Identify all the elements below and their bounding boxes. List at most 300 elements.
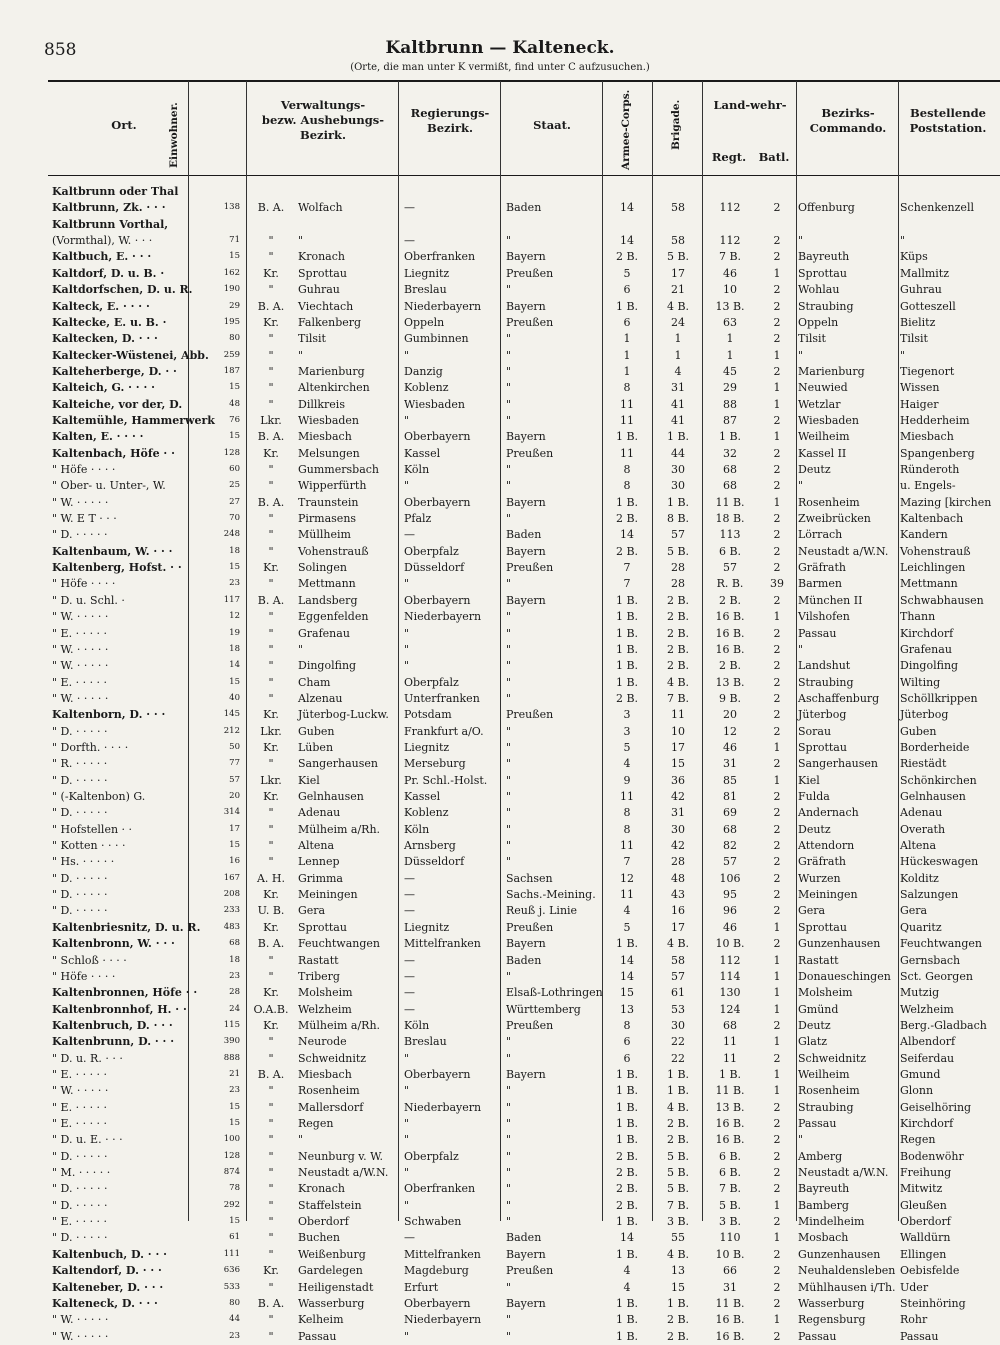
- district-command: Wetzlar: [798, 397, 841, 411]
- landwehr-regiment: 68: [723, 822, 737, 836]
- post-station: Jüterbog: [900, 708, 949, 722]
- state: ": [506, 642, 512, 656]
- table-row: [48, 216, 1000, 233]
- table-row: [48, 248, 1000, 265]
- brigade: 1 B.: [666, 1296, 690, 1310]
- state: ": [506, 348, 512, 362]
- government-district: Schwaben: [404, 1215, 462, 1229]
- state: ": [506, 234, 512, 248]
- brigade: 31: [671, 381, 685, 395]
- government-district: Breslau: [404, 1035, 447, 1049]
- administrative-district: Viechtach: [298, 299, 354, 313]
- administrative-district: Kronach: [298, 1182, 345, 1196]
- table-row: [48, 1066, 1000, 1083]
- table-row: [48, 265, 1000, 282]
- inhabitants: 24: [229, 1003, 240, 1014]
- place-name: Kalteck, E. · · · ·: [52, 299, 150, 313]
- inhabitants: 390: [223, 1036, 240, 1047]
- table-row: [48, 347, 1000, 364]
- state: Baden: [506, 953, 542, 967]
- district-command: Mühlhausen i/Th.: [798, 1280, 896, 1294]
- inhabitants: 15: [229, 251, 240, 262]
- government-district: —: [404, 871, 415, 885]
- district-command: Gera: [798, 904, 826, 918]
- inhabitants: 15: [229, 431, 240, 442]
- landwehr-regiment: 11: [723, 1051, 737, 1065]
- district-command: Vilshofen: [798, 610, 850, 624]
- administrative-district: Altenkirchen: [298, 381, 370, 395]
- government-district: ": [404, 1133, 410, 1147]
- place-name: " Höfe · · · ·: [52, 577, 116, 591]
- district-command: Straubing: [798, 1100, 854, 1114]
- post-station: Oberdorf: [900, 1215, 951, 1229]
- table-row: [48, 428, 1000, 445]
- post-station: Schenkenzell: [900, 201, 974, 215]
- table-row: [48, 837, 1000, 854]
- army-corps: 1 B.: [615, 1100, 639, 1114]
- brigade: 30: [671, 479, 685, 493]
- place-name: " D. · · · · ·: [52, 1231, 108, 1245]
- state: ": [506, 691, 512, 705]
- landwehr-regiment: 1: [726, 332, 734, 346]
- landwehr-regiment: 45: [723, 364, 737, 378]
- brigade: 24: [671, 315, 685, 329]
- state: Preußen: [506, 561, 554, 574]
- army-corps: 8: [623, 806, 631, 820]
- state: Preußen: [506, 446, 554, 460]
- government-district: ": [404, 1329, 410, 1343]
- district-command: Fulda: [798, 790, 830, 803]
- post-station: Quaritz: [900, 920, 942, 934]
- army-corps: 2 B.: [615, 544, 639, 558]
- government-district: Oberfranken: [404, 1182, 476, 1196]
- district-command: Wasserburg: [798, 1296, 865, 1310]
- table-row: [48, 1229, 1000, 1246]
- administrative-district: Oberdorf: [298, 1215, 349, 1229]
- landwehr-battalion: 2: [773, 904, 781, 918]
- government-district: Oberbayern: [404, 495, 471, 509]
- post-station: Seiferdau: [900, 1051, 955, 1065]
- header-regt: Regt.: [711, 150, 747, 164]
- place-name: Kalten, E. · · · ·: [52, 430, 144, 444]
- inhabitants: 18: [229, 954, 240, 965]
- district-type: Kr.: [263, 561, 279, 574]
- post-station: Dingolfing: [900, 659, 959, 673]
- state: ": [506, 773, 512, 787]
- header-verwaltung-line: bezw. Aushebungs-: [261, 113, 385, 127]
- district-command: Neuwied: [798, 381, 848, 395]
- administrative-district: Mallersdorf: [298, 1100, 364, 1114]
- district-command: Oppeln: [798, 315, 839, 329]
- inhabitants: 78: [229, 1183, 240, 1194]
- landwehr-battalion: 2: [773, 446, 781, 460]
- army-corps: 11: [620, 790, 634, 803]
- place-name: Kaltenborn, D. · · ·: [52, 708, 166, 722]
- government-district: Niederbayern: [404, 1313, 482, 1327]
- table-row: [48, 788, 1000, 805]
- place-name: Kaltenbuch, D. · · ·: [52, 1247, 167, 1261]
- place-name: " Dorfth. · · · ·: [52, 740, 129, 754]
- landwehr-battalion: 2: [773, 1182, 781, 1196]
- administrative-district: Weißenburg: [298, 1247, 366, 1261]
- district-type: ": [268, 1182, 274, 1196]
- landwehr-regiment: 16 B.: [715, 626, 745, 640]
- table-row: [48, 543, 1000, 560]
- government-district: Mittelfranken: [404, 1247, 481, 1261]
- state: ": [506, 822, 512, 836]
- table-row: [48, 1017, 1000, 1034]
- government-district: —: [404, 953, 415, 967]
- district-command: ": [798, 479, 804, 493]
- landwehr-regiment: 1 B.: [718, 430, 742, 444]
- district-command: Regensburg: [798, 1313, 866, 1327]
- table-row: [48, 592, 1000, 609]
- district-command: München II: [798, 593, 863, 607]
- state: ": [506, 626, 512, 640]
- district-type: ": [268, 1100, 274, 1114]
- district-command: Schweidnitz: [798, 1051, 867, 1065]
- district-command: Landshut: [798, 659, 851, 673]
- administrative-district: Gummersbach: [298, 463, 379, 476]
- post-station: Sct. Georgen: [900, 969, 973, 983]
- landwehr-regiment: 13 B.: [715, 299, 745, 313]
- government-district: Liegnitz: [404, 920, 450, 934]
- brigade: 21: [671, 283, 685, 297]
- government-district: Köln: [404, 822, 430, 836]
- running-note: (Orte, die man unter K vermißt, find unter C aufzusuchen.): [350, 62, 650, 73]
- table-row: [48, 379, 1000, 396]
- inhabitants: 167: [223, 872, 240, 883]
- state: ": [506, 1215, 512, 1229]
- state: Preußen: [506, 1264, 554, 1278]
- landwehr-battalion: 2: [773, 1117, 781, 1130]
- government-district: ": [404, 1198, 410, 1212]
- state: Bayern: [506, 593, 546, 607]
- administrative-district: Wolfach: [298, 201, 343, 215]
- post-station: Wissen: [900, 381, 940, 395]
- administrative-district: Eggenfelden: [298, 610, 369, 624]
- place-name: " Ober- u. Unter-, W.: [52, 479, 166, 493]
- landwehr-regiment: 10: [723, 283, 737, 297]
- brigade: 10: [671, 724, 685, 738]
- state: ": [506, 413, 512, 427]
- district-type: U. B.: [257, 904, 285, 918]
- district-type: ": [268, 479, 274, 493]
- landwehr-battalion: 2: [773, 561, 781, 574]
- brigade: 28: [671, 855, 685, 869]
- district-command: Mosbach: [798, 1231, 849, 1245]
- top-rule: [48, 80, 1000, 82]
- district-command: Amberg: [798, 1149, 843, 1163]
- army-corps: 4: [623, 1264, 631, 1278]
- state: ": [506, 364, 512, 378]
- administrative-district: Passau: [298, 1329, 337, 1343]
- inhabitants: 117: [223, 594, 240, 605]
- post-station: Gelnhausen: [900, 790, 966, 803]
- government-district: Oppeln: [404, 315, 445, 329]
- landwehr-regiment: 10 B.: [715, 1247, 745, 1261]
- post-station: Albendorf: [900, 1035, 956, 1049]
- table-row: [48, 1328, 1000, 1345]
- government-district: Liegnitz: [404, 266, 450, 280]
- state: ": [506, 381, 512, 395]
- inhabitants: 71: [229, 235, 240, 246]
- brigade: 15: [671, 757, 685, 771]
- place-name: " D. · · · · ·: [52, 528, 108, 542]
- inhabitants: 70: [229, 513, 240, 523]
- government-district: Pr. Schl.-Holst.: [404, 773, 488, 787]
- army-corps: 4: [623, 757, 631, 771]
- state: Bayern: [506, 250, 546, 264]
- place-name: Kaltbrunn oder Thal: [52, 185, 179, 198]
- landwehr-regiment: 16 B.: [715, 1313, 745, 1327]
- army-corps: 1 B.: [615, 1133, 639, 1147]
- army-corps: 3: [623, 708, 631, 722]
- inhabitants: 25: [229, 480, 240, 491]
- district-type: ": [268, 839, 274, 852]
- brigade: 3 B.: [666, 1215, 690, 1229]
- district-type: ": [268, 512, 274, 525]
- inhabitants: 23: [229, 1085, 240, 1096]
- landwehr-battalion: 2: [773, 512, 781, 525]
- administrative-district: Lennep: [298, 855, 340, 869]
- table-row: [48, 690, 1000, 707]
- state: Bayern: [506, 1067, 546, 1081]
- brigade: 55: [671, 1231, 685, 1245]
- district-command: Attendorn: [798, 839, 855, 852]
- district-type: ": [268, 528, 274, 542]
- army-corps: 4: [623, 904, 631, 918]
- district-command: Glatz: [798, 1035, 828, 1049]
- army-corps: 2 B.: [615, 250, 639, 264]
- government-district: —: [404, 904, 415, 918]
- district-command: Bayreuth: [798, 250, 850, 264]
- inhabitants: 248: [223, 529, 240, 540]
- place-name: " W. · · · · ·: [52, 1313, 109, 1327]
- inhabitants: 12: [229, 611, 240, 622]
- place-name: Kalteiche, vor der, D.: [52, 397, 183, 411]
- state: Elsaß-Lothringen: [506, 986, 603, 1000]
- district-type: B. A.: [257, 937, 285, 951]
- post-station: Altena: [900, 839, 937, 852]
- post-station: Haiger: [900, 397, 939, 411]
- post-station: Oebisfelde: [900, 1264, 960, 1278]
- place-name: Kaltecker-Wüstenei, Abb.: [52, 348, 209, 362]
- administrative-district: Solingen: [298, 561, 347, 574]
- army-corps: 11: [620, 413, 634, 427]
- place-name: Kaltecke, E. u. B. ·: [52, 315, 167, 329]
- army-corps: 2 B.: [615, 1149, 639, 1163]
- post-station: Leichlingen: [900, 561, 966, 574]
- landwehr-battalion: 2: [773, 724, 781, 738]
- district-command: Rastatt: [798, 953, 839, 967]
- administrative-district: Kronach: [298, 250, 345, 264]
- district-type: B. A.: [257, 495, 285, 509]
- district-type: ": [268, 544, 274, 558]
- administrative-district: Grimma: [298, 871, 343, 885]
- government-district: ": [404, 413, 410, 427]
- state: Bayern: [506, 299, 546, 313]
- place-name: " Schloß · · · ·: [52, 953, 127, 967]
- landwehr-battalion: 2: [773, 1100, 781, 1114]
- district-type: ": [268, 1231, 274, 1245]
- army-corps: 14: [620, 201, 634, 215]
- post-station: Gmund: [900, 1067, 941, 1081]
- place-name: " E. · · · · ·: [52, 675, 108, 689]
- brigade: 48: [671, 871, 685, 885]
- district-command: Sangerhausen: [798, 757, 878, 771]
- brigade: 16: [671, 904, 685, 918]
- post-station: Guhrau: [900, 283, 942, 297]
- brigade: 2 B.: [666, 1133, 690, 1147]
- administrative-district: Gelnhausen: [298, 790, 364, 803]
- administrative-district: Rosenheim: [298, 1084, 360, 1098]
- place-name: " D. · · · · ·: [52, 1198, 108, 1212]
- state: ": [506, 1117, 512, 1130]
- army-corps: 1 B.: [615, 299, 639, 313]
- district-command: ": [798, 642, 804, 656]
- place-name: " D. u. R. · · ·: [52, 1051, 123, 1065]
- administrative-district: Guben: [298, 724, 335, 738]
- district-type: B. A.: [257, 430, 285, 444]
- district-type: Lkr.: [260, 724, 282, 738]
- post-station: Schwabhausen: [900, 593, 984, 607]
- landwehr-battalion: 2: [773, 1149, 781, 1163]
- administrative-district: Mülheim a/Rh.: [298, 822, 381, 836]
- place-name: " E. · · · · ·: [52, 1067, 108, 1081]
- brigade: 2 B.: [666, 659, 690, 673]
- landwehr-battalion: 2: [773, 642, 781, 656]
- army-corps: 1 B.: [615, 1067, 639, 1081]
- landwehr-regiment: 57: [723, 561, 737, 574]
- place-name: " M. · · · · ·: [52, 1166, 111, 1179]
- army-corps: 1 B.: [615, 430, 639, 444]
- landwehr-regiment: 11: [723, 1035, 737, 1049]
- administrative-district: Altena: [298, 839, 335, 852]
- landwehr-regiment: 13 B.: [715, 675, 745, 689]
- administrative-district: Sprottau: [298, 266, 347, 280]
- landwehr-regiment: 87: [723, 413, 737, 427]
- place-name: " W. · · · · ·: [52, 659, 109, 673]
- state: ": [506, 1198, 512, 1212]
- government-district: ": [404, 1166, 410, 1179]
- district-type: Kr.: [263, 920, 279, 934]
- army-corps: 1 B.: [615, 495, 639, 509]
- army-corps: 13: [620, 1002, 634, 1016]
- army-corps: 8: [623, 463, 631, 476]
- header-armee-corps: Armee-Corps.: [620, 89, 632, 170]
- district-type: B. A.: [257, 201, 285, 215]
- government-district: ": [404, 1051, 410, 1065]
- header-bezirks-line: Bezirks-: [821, 106, 875, 120]
- administrative-district: Buchen: [298, 1231, 341, 1245]
- district-type: Kr.: [263, 1018, 279, 1032]
- post-station: Schönkirchen: [900, 773, 977, 787]
- district-command: Barmen: [798, 577, 842, 591]
- table-row: [48, 886, 1000, 903]
- place-name: Kaltbrunn Vorthal,: [52, 217, 169, 231]
- landwehr-regiment: 124: [719, 1002, 741, 1016]
- district-type: ": [268, 953, 274, 967]
- table-row: [48, 510, 1000, 527]
- landwehr-regiment: 11 B.: [715, 1296, 745, 1310]
- place-name: Kaltendorf, D. · · ·: [52, 1264, 162, 1278]
- army-corps: 2 B.: [615, 512, 639, 525]
- landwehr-regiment: 95: [723, 888, 737, 902]
- administrative-district: Dillkreis: [298, 397, 345, 411]
- landwehr-regiment: 88: [723, 397, 737, 411]
- header-regierung: [400, 106, 500, 136]
- state: ": [506, 1100, 512, 1114]
- post-station: Steinhöring: [900, 1296, 966, 1310]
- post-station: Küps: [900, 250, 928, 264]
- landwehr-regiment: 130: [719, 986, 741, 1000]
- district-type: Kr.: [263, 986, 279, 1000]
- place-name: " D. · · · · ·: [52, 1149, 108, 1163]
- army-corps: 11: [620, 446, 634, 460]
- brigade: 7 B.: [666, 1198, 690, 1212]
- army-corps: 1 B.: [615, 1084, 639, 1098]
- place-name: Kalteneber, D. · · ·: [52, 1280, 164, 1294]
- state: Preußen: [506, 1018, 554, 1032]
- landwehr-regiment: 113: [719, 528, 741, 542]
- table-row: [48, 674, 1000, 691]
- government-district: Niederbayern: [404, 610, 482, 624]
- administrative-district: Tilsit: [298, 332, 326, 346]
- administrative-district: Vohenstrauß: [298, 544, 369, 558]
- post-station: Berg.-Gladbach: [900, 1018, 987, 1032]
- landwehr-battalion: 2: [773, 315, 781, 329]
- table-row: [48, 1099, 1000, 1116]
- table-row: [48, 1082, 1000, 1099]
- brigade: 31: [671, 806, 685, 820]
- army-corps: 14: [620, 953, 634, 967]
- government-district: Pfalz: [404, 512, 432, 525]
- brigade: 57: [671, 528, 685, 542]
- table-row: [48, 445, 1000, 462]
- brigade: 4 B.: [666, 937, 690, 951]
- inhabitants: 888: [223, 1052, 240, 1063]
- inhabitants: 17: [229, 823, 240, 834]
- administrative-district: Gardelegen: [298, 1264, 363, 1278]
- inhabitants: 233: [223, 905, 240, 916]
- running-title: Kaltbrunn — Kalteneck.: [385, 38, 615, 58]
- government-district: —: [404, 986, 415, 1000]
- district-command: Sprottau: [798, 740, 847, 754]
- inhabitants: 19: [229, 627, 240, 638]
- place-name: " D. · · · · ·: [52, 888, 108, 902]
- army-corps: 1: [623, 332, 631, 346]
- state: ": [506, 577, 512, 591]
- district-command: ": [798, 234, 804, 248]
- administrative-district: Staffelstein: [298, 1198, 362, 1212]
- header-einwohner: Einwohner.: [168, 102, 180, 168]
- post-station: Ellingen: [900, 1247, 947, 1261]
- inhabitants: 80: [229, 1297, 240, 1308]
- army-corps: 5: [623, 920, 631, 934]
- inhabitants: 195: [223, 316, 240, 327]
- place-name: " W. · · · · ·: [52, 495, 109, 509]
- district-command: Kassel II: [798, 446, 847, 460]
- district-type: ": [268, 1035, 274, 1049]
- landwehr-regiment: 96: [723, 904, 737, 918]
- government-district: Niederbayern: [404, 1100, 482, 1114]
- brigade: 2 B.: [666, 1329, 690, 1343]
- district-type: ": [268, 1166, 274, 1179]
- government-district: —: [404, 528, 415, 542]
- landwehr-battalion: 1: [773, 969, 781, 983]
- place-name: " D. u. Schl. ·: [52, 593, 125, 607]
